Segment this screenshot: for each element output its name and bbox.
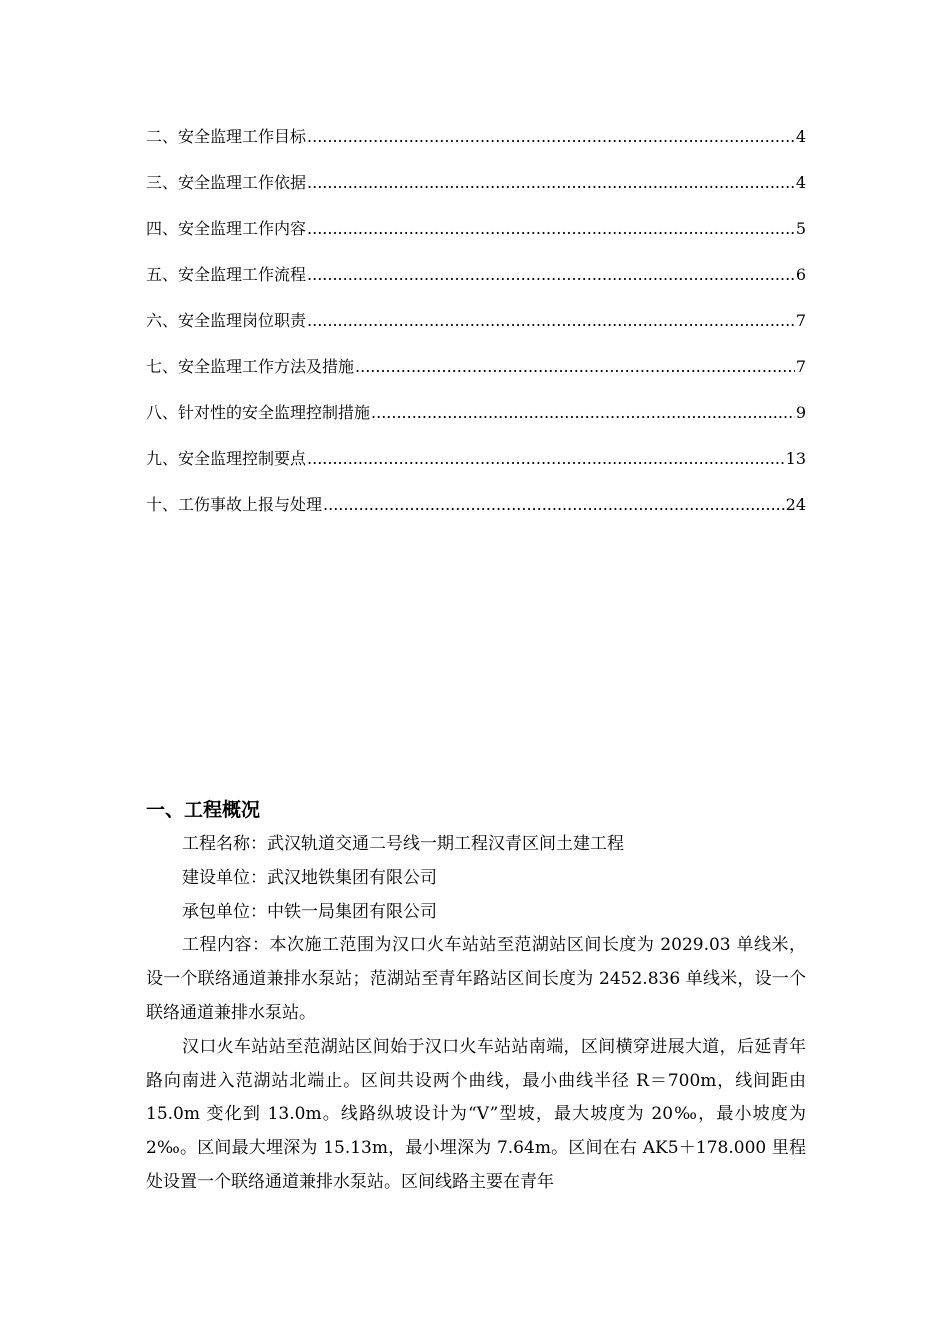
toc-entry[interactable] — [146, 122, 806, 168]
toc-entry-label: 四、安全监理工作内容 — [146, 219, 307, 238]
section-heading: 一、工程概况 — [146, 799, 261, 821]
toc-dot-leader — [371, 398, 795, 428]
toc-entry-label: 六、安全监理岗位职责 — [146, 311, 307, 330]
toc-page-number: 5 — [795, 219, 806, 238]
toc-dot-leader — [323, 490, 785, 520]
toc-entry[interactable] — [146, 490, 806, 536]
toc-entry-label: 五、安全监理工作流程 — [146, 265, 307, 284]
toc-entry-label: 二、安全监理工作目标 — [146, 127, 307, 146]
toc-dot-leader — [307, 444, 785, 474]
toc-dot-leader — [307, 122, 795, 152]
toc-page-number: 7 — [795, 357, 806, 376]
table-of-contents — [146, 122, 806, 536]
project-name-paragraph: 工程名称：武汉轨道交通二号线一期工程汉青区间土建工程 — [182, 834, 624, 854]
toc-page-number: 13 — [785, 449, 806, 468]
toc-entry-label: 八、针对性的安全监理控制措施 — [146, 403, 371, 422]
scope-paragraph: 工程内容：本次施工范围为汉口火车站站至范湖站区间长度为 2029.03 单线米，设一个联络通道兼排水泵站；范湖站至青年路站区间长度为 2452.836 单线米，设一个联络通道兼排水泵站。 — [146, 935, 806, 1023]
owner-paragraph: 建设单位：武汉地铁集团有限公司 — [182, 867, 437, 888]
toc-page-number: 9 — [795, 403, 806, 422]
toc-entry[interactable] — [146, 260, 806, 306]
toc-entry[interactable] — [146, 168, 806, 214]
toc-dot-leader — [307, 214, 795, 244]
toc-page-number: 6 — [795, 265, 806, 284]
toc-page-number: 4 — [795, 173, 806, 192]
toc-entry-label: 三、安全监理工作依据 — [146, 173, 307, 192]
route-description-paragraph: 汉口火车站站至范湖站区间始于汉口火车站站南端，区间横穿进展大道，后延青年路向南进入范湖站北端止。区间共设两个曲线，最小曲线半径 R＝700m，线间距由 15.0m 变化到 13.0m。线路纵坡设计为“V”型坡，最大坡度为 20‰，最小坡度为 2‰。区间最大埋深为 15.13m，最小埋深为 7.64m。区间在右 AK5＋178.000 里程处设置一个联络通道兼排水泵站。区间线路主要在青年 — [146, 1036, 806, 1192]
toc-dot-leader — [355, 352, 795, 382]
toc-page-number: 7 — [795, 311, 806, 330]
toc-dot-leader — [307, 260, 795, 290]
toc-dot-leader — [307, 168, 795, 198]
toc-dot-leader — [307, 306, 795, 336]
toc-entry-label: 十、工伤事故上报与处理 — [146, 495, 323, 514]
toc-entry[interactable] — [146, 306, 806, 352]
toc-entry[interactable] — [146, 352, 806, 398]
contractor-paragraph: 承包单位：中铁一局集团有限公司 — [182, 901, 437, 922]
toc-page-number: 4 — [795, 127, 806, 146]
toc-page-number: 24 — [785, 495, 806, 514]
project-overview-section — [146, 794, 806, 1200]
toc-entry-label: 七、安全监理工作方法及措施 — [146, 357, 355, 376]
toc-entry[interactable] — [146, 444, 806, 490]
toc-entry-label: 九、安全监理控制要点 — [146, 449, 307, 468]
toc-entry[interactable] — [146, 398, 806, 444]
toc-entry[interactable] — [146, 214, 806, 260]
